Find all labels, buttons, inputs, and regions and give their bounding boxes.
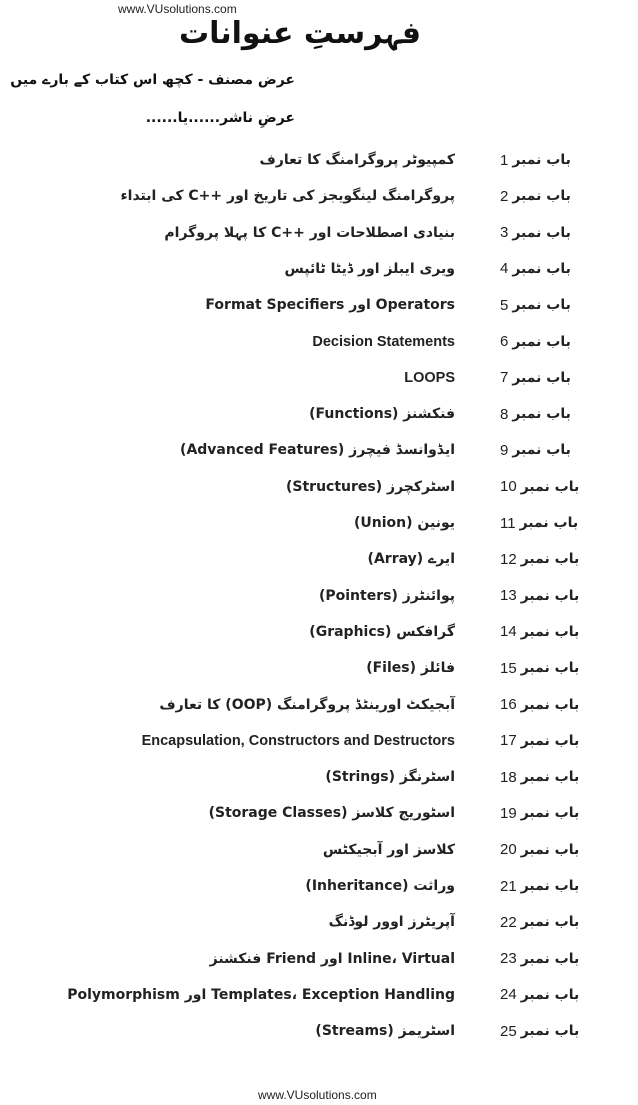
chapter-title: کلاسز اور آبجیکٹس <box>322 841 455 858</box>
chapter-label: باب نمبر <box>520 841 580 858</box>
site-url-bottom: www.VUsolutions.com <box>258 1088 377 1102</box>
toc-row <box>0 218 638 248</box>
chapter-number <box>500 435 580 465</box>
chapter-label: باب نمبر <box>512 224 571 241</box>
chapter-number-value: 4 <box>500 260 509 278</box>
chapter-title: آبجیکٹ اورینٹڈ پروگرامنگ (OOP) کا تعارف <box>159 696 455 713</box>
chapter-title: ویری ایبلز اور ڈیٹا ٹائپس <box>284 260 455 277</box>
chapter-label: باب نمبر <box>520 914 580 931</box>
chapter-number-value: 15 <box>500 659 517 677</box>
chapter-number <box>500 690 580 720</box>
chapter-label: باب نمبر <box>520 587 580 604</box>
chapter-number-value: 24 <box>500 986 517 1004</box>
toc-row <box>0 762 638 792</box>
chapter-number <box>500 254 580 284</box>
chapter-label: باب نمبر <box>520 478 580 495</box>
chapter-label: باب نمبر <box>512 188 571 205</box>
chapter-number-value: 18 <box>500 768 517 786</box>
toc-row <box>0 145 638 175</box>
toc-row <box>0 690 638 720</box>
chapter-label: باب نمبر <box>512 260 571 277</box>
chapter-label: باب نمبر <box>520 732 580 749</box>
chapter-number <box>500 508 580 538</box>
toc-row <box>0 907 638 937</box>
site-url-top: www.VUsolutions.com <box>118 2 237 16</box>
toc-row <box>0 1016 638 1046</box>
chapter-number-value: 23 <box>500 950 517 968</box>
toc-row <box>0 835 638 865</box>
chapter-title: پوائنٹرز (Pointers) <box>318 587 455 604</box>
chapter-label: باب نمبر <box>512 406 571 423</box>
chapter-number-value: 3 <box>500 224 509 242</box>
chapter-number <box>500 726 580 756</box>
chapter-number <box>500 544 580 574</box>
chapter-title: Inline، Virtual اور Friend فنکشنز <box>209 950 455 967</box>
chapter-title: ایرے (Array) <box>367 551 455 568</box>
chapter-label: باب نمبر <box>520 950 580 967</box>
chapter-number <box>500 1016 580 1046</box>
publisher-preface-line: عرضِ ناشر......یا...... <box>145 110 295 126</box>
chapter-title: Operators اور Format Specifiers <box>205 297 455 314</box>
chapter-label: باب نمبر <box>520 623 580 640</box>
chapter-title: کمپیوٹر پروگرامنگ کا تعارف <box>259 152 455 168</box>
chapter-number-value: 12 <box>500 550 517 568</box>
chapter-number-value: 9 <box>500 441 509 459</box>
chapter-label: باب نمبر <box>520 986 580 1003</box>
page-title: فہرستِ عنوانات <box>178 16 422 51</box>
chapter-title: یونین (Union) <box>353 515 455 531</box>
chapter-title: آپریٹرز اوور لوڈنگ <box>328 914 455 931</box>
chapter-title: اسٹرکچرز (Structures) <box>285 478 455 495</box>
toc-row <box>0 944 638 974</box>
chapter-number-value: 22 <box>500 913 517 931</box>
chapter-number <box>500 363 580 393</box>
chapter-title: فائلز (Files) <box>366 660 455 677</box>
chapter-number-value: 1 <box>500 151 509 169</box>
chapter-title: پروگرامنگ لینگویجز کی تاریخ اور ++C کی ابتداء <box>120 188 455 205</box>
chapter-label: باب نمبر <box>512 442 571 459</box>
author-preface-line: عرض مصنف - کچھ اس کتاب کے بارے میں <box>10 72 295 88</box>
chapter-number <box>500 290 580 320</box>
toc-row <box>0 181 638 211</box>
chapter-label: باب نمبر <box>512 333 571 350</box>
toc-row <box>0 508 638 538</box>
chapter-label: باب نمبر <box>512 297 571 314</box>
chapter-number <box>500 762 580 792</box>
chapter-label: باب نمبر <box>520 551 580 568</box>
chapter-number-value: 8 <box>500 405 509 423</box>
toc-row <box>0 798 638 828</box>
chapter-label: باب نمبر <box>520 878 580 894</box>
chapter-title: اسٹرنگز (Strings) <box>325 769 455 786</box>
chapter-number <box>500 327 580 357</box>
chapter-number <box>500 581 580 611</box>
chapter-number-value: 16 <box>500 696 517 713</box>
chapter-label: باب نمبر <box>512 152 571 168</box>
chapter-title: وراثت (Inheritance) <box>305 878 455 894</box>
toc-row <box>0 399 638 429</box>
chapter-title: Decision Statements <box>312 333 455 350</box>
chapter-title: ایڈوانسڈ فیچرز (Advanced Features) <box>180 442 455 459</box>
chapter-number <box>500 835 580 865</box>
chapter-number <box>500 980 580 1010</box>
chapter-number <box>500 399 580 429</box>
chapter-number-value: 21 <box>500 877 517 895</box>
chapter-title: فنکشنز (Functions) <box>309 406 455 423</box>
chapter-number <box>500 907 580 937</box>
chapter-label: باب نمبر <box>520 769 580 786</box>
toc-row <box>0 653 638 683</box>
toc-row <box>0 290 638 320</box>
chapter-title: Encapsulation, Constructors and Destructors <box>141 732 455 749</box>
chapter-number-value: 17 <box>500 732 517 750</box>
chapter-number-value: 19 <box>500 804 517 822</box>
chapter-number <box>500 145 580 175</box>
chapter-label: باب نمبر <box>512 369 571 386</box>
chapter-number <box>500 617 580 647</box>
toc-row <box>0 581 638 611</box>
chapter-number-value: 2 <box>500 187 509 205</box>
toc-row <box>0 544 638 574</box>
chapter-title: Templates، Exception Handling اور Polymorphism <box>67 986 455 1003</box>
chapter-number-value: 11 <box>500 514 516 532</box>
chapter-number-value: 7 <box>500 369 509 387</box>
chapter-title: گرافکس (Graphics) <box>309 623 455 640</box>
toc-row <box>0 726 638 756</box>
toc-row <box>0 980 638 1010</box>
toc-row <box>0 617 638 647</box>
toc-row <box>0 871 638 901</box>
chapter-label: باب نمبر <box>519 515 579 531</box>
toc-row <box>0 435 638 465</box>
chapter-number <box>500 653 580 683</box>
chapter-title: بنیادی اصطلاحات اور ++C کا پہلا پروگرام <box>164 224 455 241</box>
chapter-label: باب نمبر <box>520 660 580 677</box>
chapter-title: اسٹریمز (Streams) <box>315 1023 455 1040</box>
chapter-label: باب نمبر <box>520 696 580 713</box>
chapter-number-value: 20 <box>500 841 517 859</box>
chapter-number <box>500 181 580 211</box>
chapter-number-value: 13 <box>500 587 517 605</box>
chapter-number <box>500 944 580 974</box>
chapter-label: باب نمبر <box>520 805 580 822</box>
chapter-number <box>500 871 580 901</box>
chapter-number <box>500 472 580 502</box>
toc-row <box>0 254 638 284</box>
toc-row <box>0 327 638 357</box>
chapter-number-value: 5 <box>500 296 509 314</box>
toc-row <box>0 363 638 393</box>
chapter-number-value: 10 <box>500 478 517 496</box>
chapter-number <box>500 218 580 248</box>
toc-row <box>0 472 638 502</box>
chapter-label: باب نمبر <box>520 1023 580 1040</box>
chapter-title: اسٹوریج کلاسز (Storage Classes) <box>208 805 455 822</box>
chapter-number-value: 6 <box>500 333 509 350</box>
chapter-title: LOOPS <box>404 369 455 386</box>
chapter-number <box>500 798 580 828</box>
chapter-number-value: 14 <box>500 623 517 641</box>
chapter-number-value: 25 <box>500 1022 517 1040</box>
